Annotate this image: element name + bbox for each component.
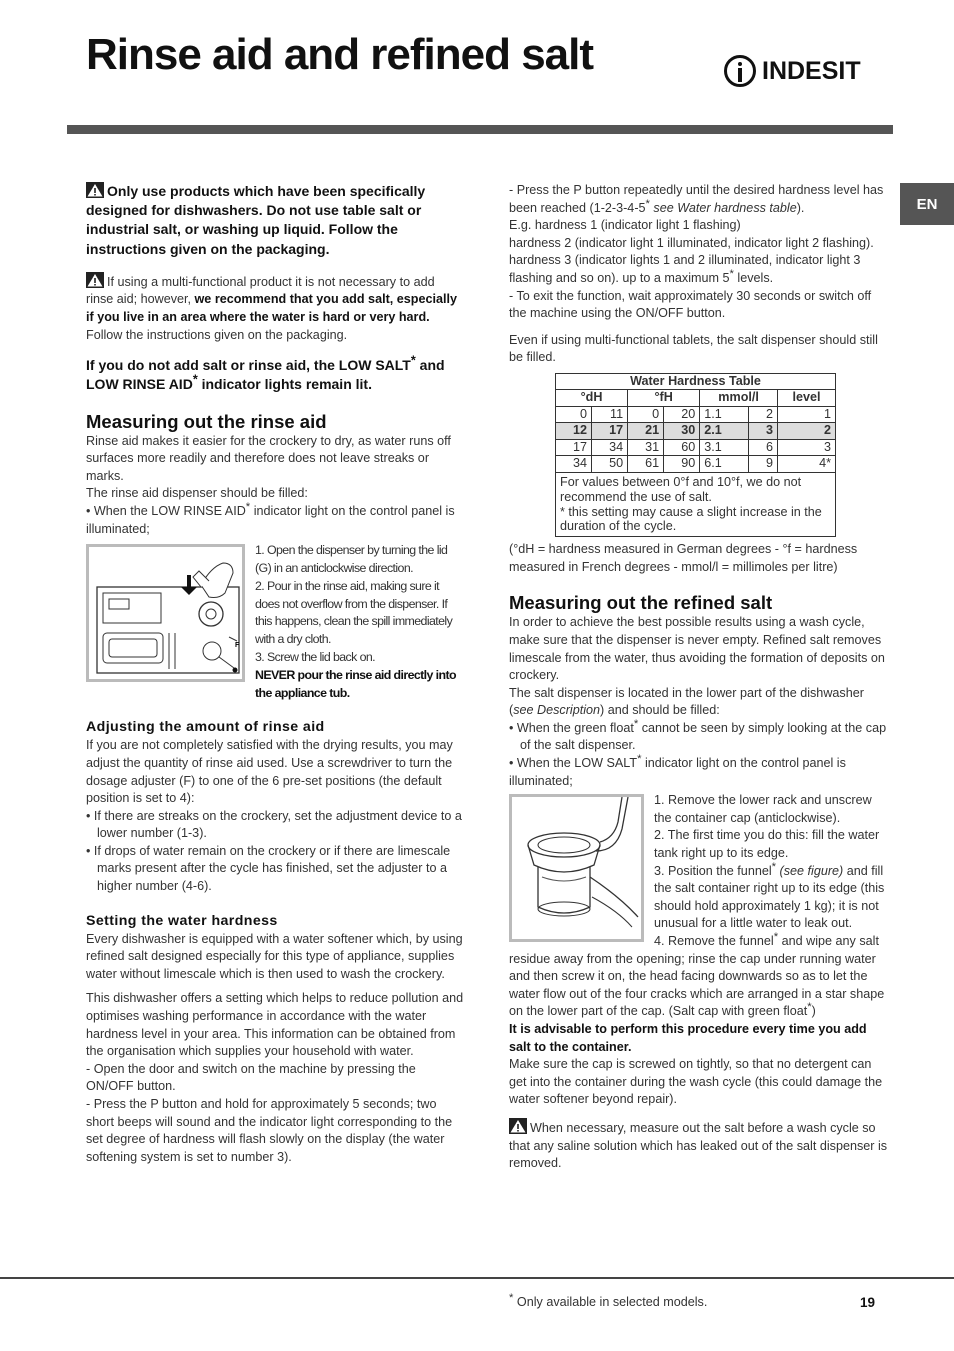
salt-step-2: 2. The first time you do this: fill the water tank right up to its edge. <box>654 828 880 861</box>
adjust-intro: If you are not completely satisfied with the drying results, you may adjust the quantity of rinse aid used. Use a screwdriver to turn the dosage adjuster (F) to one of the 6 pre-set positions (the default position is set to 4): <box>86 738 453 806</box>
table-row: 34 50 61 90 6.1 9 4* <box>556 456 836 473</box>
hardness-example-2: hardness 2 (indicator light 1 illuminated, indicator light 2 flashing). <box>509 235 874 250</box>
warning-icon <box>86 272 104 288</box>
table-row: 0 11 0 20 1.1 2 1 <box>556 406 836 423</box>
salt-bullet-light: • When the LOW SALT* indicator light on the control panel is illuminated; <box>509 752 846 788</box>
warning-icon <box>86 182 104 198</box>
footnote: * Only available in selected models. <box>509 1291 708 1309</box>
language-tab: EN <box>900 183 954 225</box>
hardness-intro: Every dishwasher is equipped with a water softener which, by using refined salt designed especially for this type of appliance, supplies water without limescale which is then used to wash the crockery. <box>86 931 463 981</box>
footer-divider <box>0 1277 954 1279</box>
table-note-salt: For values between 0°f and 10°f, we do not recommend the use of salt. <box>560 474 802 504</box>
indesit-logo <box>724 52 861 90</box>
salt-intro: In order to achieve the best possible results using a wash cycle, make sure that the dispenser is never empty. Refined salt removes limescale from the water, thus avoiding the formation of deposits on crockery. <box>509 615 885 683</box>
right-column <box>509 182 889 1173</box>
rinse-aid-figure-block <box>86 542 464 702</box>
salt-figure-block <box>509 792 889 1021</box>
indesit-logo-icon <box>724 55 756 87</box>
hardness-exit: - To exit the function, wait approximately 30 seconds or switch off the machine using the ON/OFF button. <box>509 288 872 321</box>
hardness-example-1: E.g. hardness 1 (indicator light 1 flashing) <box>509 218 741 233</box>
table-header: °dH <box>556 390 628 407</box>
salt-step-4: 4. Remove the funnel* and wipe any salt residue away from the opening; rinse the cap under running water and then screw it on, the head facing downwards so as to let the water flow out of the four cracks which are arranged in a star shape on the lower part of the cap. (Salt cap with green float*) <box>509 930 885 1019</box>
salt-step-1: 1. Remove the lower rack and unscrew the container cap (anticlockwise). <box>654 793 872 825</box>
figure-label-f: F <box>235 642 240 650</box>
salt-cap-note: Make sure the cap is screwed on tightly, so that no detergent can get into the container during the wash cycle (this could damage the water softener beyond repair). <box>509 1057 883 1107</box>
refined-salt-heading: Measuring out the refined salt <box>509 592 773 614</box>
page-number: 19 <box>860 1295 876 1310</box>
warning-multifunctional: If using a multi-functional product it is not necessary to add rinse aid; however, we recommend that you add salt, especially if you live in an area where the water is hard or very hard. Follow the instructions given on the packaging. <box>86 272 464 344</box>
adjust-bullet-lower: • If there are streaks on the crockery, set the adjustment device to a lower number (1-3). <box>86 808 462 841</box>
warning-products: Only use products which have been specifically designed for dishwashers. Do not use table salt or industrial salt, or washing up liquid. Follow the instructions given on the packaging. <box>86 183 426 257</box>
table-note-row <box>556 472 836 536</box>
table-header: °fH <box>628 390 700 407</box>
salt-bullet-float: • When the green float* cannot be seen by simply looking at the cap of the salt dispenser. <box>509 717 887 753</box>
rinse-aid-dispenser-illustration <box>89 547 242 679</box>
table-header: mmol/l <box>700 390 778 407</box>
table-row: 12 17 21 30 2.1 3 2 <box>556 423 836 440</box>
table-header: level <box>777 390 835 407</box>
tablets-note: Even if using multi-functional tablets, the salt dispenser should still be filled. <box>509 332 878 365</box>
low-salt-notice: If you do not add salt or rinse aid, the LOW SALT* and LOW RINSE AID* indicator lights remain lit. <box>86 353 445 393</box>
hardness-legend: (°dH = hardness measured in German degrees - °f = hardness measured in French degrees - mmol/l = millimoles per litre) <box>509 542 858 574</box>
salt-advice: It is advisable to perform this procedure every time you add salt to the container. <box>509 1021 867 1054</box>
rinse-aid-heading: Measuring out the rinse aid <box>86 410 327 432</box>
rinse-aid-steps: 1. Open the dispenser by turning the lid (G) in an anticlockwise direction. 2. Pour in the rinse aid, making sure it does not overflow from the dispenser. If this happens, clean the spill immediately with a dry cloth. 3. Screw the lid back on. NEVER pour the rinse aid directly into the appliance tub. <box>255 543 456 700</box>
salt-funnel-illustration <box>512 797 641 939</box>
table-note-setting: * this setting may cause a slight increase in the duration of the cycle. <box>560 504 822 534</box>
warning-icon <box>509 1118 527 1134</box>
hardness-step-open: - Open the door and switch on the machine by pressing the ON/OFF button. <box>86 1061 416 1094</box>
left-column <box>86 182 464 1166</box>
table-row: 17 34 31 60 3.1 6 3 <box>556 439 836 456</box>
water-hardness-table <box>555 373 836 537</box>
hardness-press-repeat: - Press the P button repeatedly until the desired hardness level has been reached (1-2-3-4-5* see Water hardness table). <box>509 183 884 215</box>
brand-name: INDESIT <box>762 56 861 85</box>
table-title: Water Hardness Table <box>556 373 836 390</box>
salt-step-3: 3. Position the funnel* (see figure) and fill the salt container right up to its edge (this should hold approximately 1 kg); it is not unusual for a little water to leak out. <box>654 860 885 931</box>
page-title: Rinse aid and refined salt <box>86 30 594 79</box>
adjust-heading: Adjusting the amount of rinse aid <box>86 719 325 736</box>
rinse-aid-fill: The rinse aid dispenser should be filled: <box>86 486 308 501</box>
salt-funnel-figure <box>509 794 644 942</box>
rinse-aid-intro: Rinse aid makes it easier for the crockery to dry, as water runs off surfaces more readily and therefore does not leave streaks or marks. <box>86 433 451 483</box>
header-divider <box>67 125 893 134</box>
hardness-example-3: hardness 3 (indicator lights 1 and 2 illuminated, indicator light 3 flashing and so on). up to a maximum 5* levels. <box>509 253 861 285</box>
hardness-heading: Setting the water hardness <box>86 912 278 929</box>
rinse-aid-dispenser-figure <box>86 544 245 682</box>
adjust-bullet-higher: • If drops of water remain on the crockery or if there are limescale marks present after the cycle has finished, set the adjuster to a higher number (4-6). <box>86 843 451 894</box>
hardness-step-press: - Press the P button and hold for approximately 5 seconds; two short beeps will sound and the indicator light corresponding to the set degree of hardness will flash slowly on the display (the water softening system is set to number 3). <box>86 1097 453 1164</box>
salt-warning: When necessary, measure out the salt before a wash cycle so that any saline solution which has leaked out of the salt dispenser is removed. <box>509 1118 889 1173</box>
hardness-setting: This dishwasher offers a setting which helps to reduce pollution and optimises washing performance in accordance with the water hardness level in your area. This information can be obtained from the organisation which supplies your household with water. <box>86 991 464 1059</box>
salt-location: The salt dispenser is located in the lower part of the dishwasher (see Description) and should be filled: <box>509 685 864 718</box>
rinse-aid-when: • When the LOW RINSE AID* indicator light on the control panel is illuminated; <box>86 500 455 536</box>
